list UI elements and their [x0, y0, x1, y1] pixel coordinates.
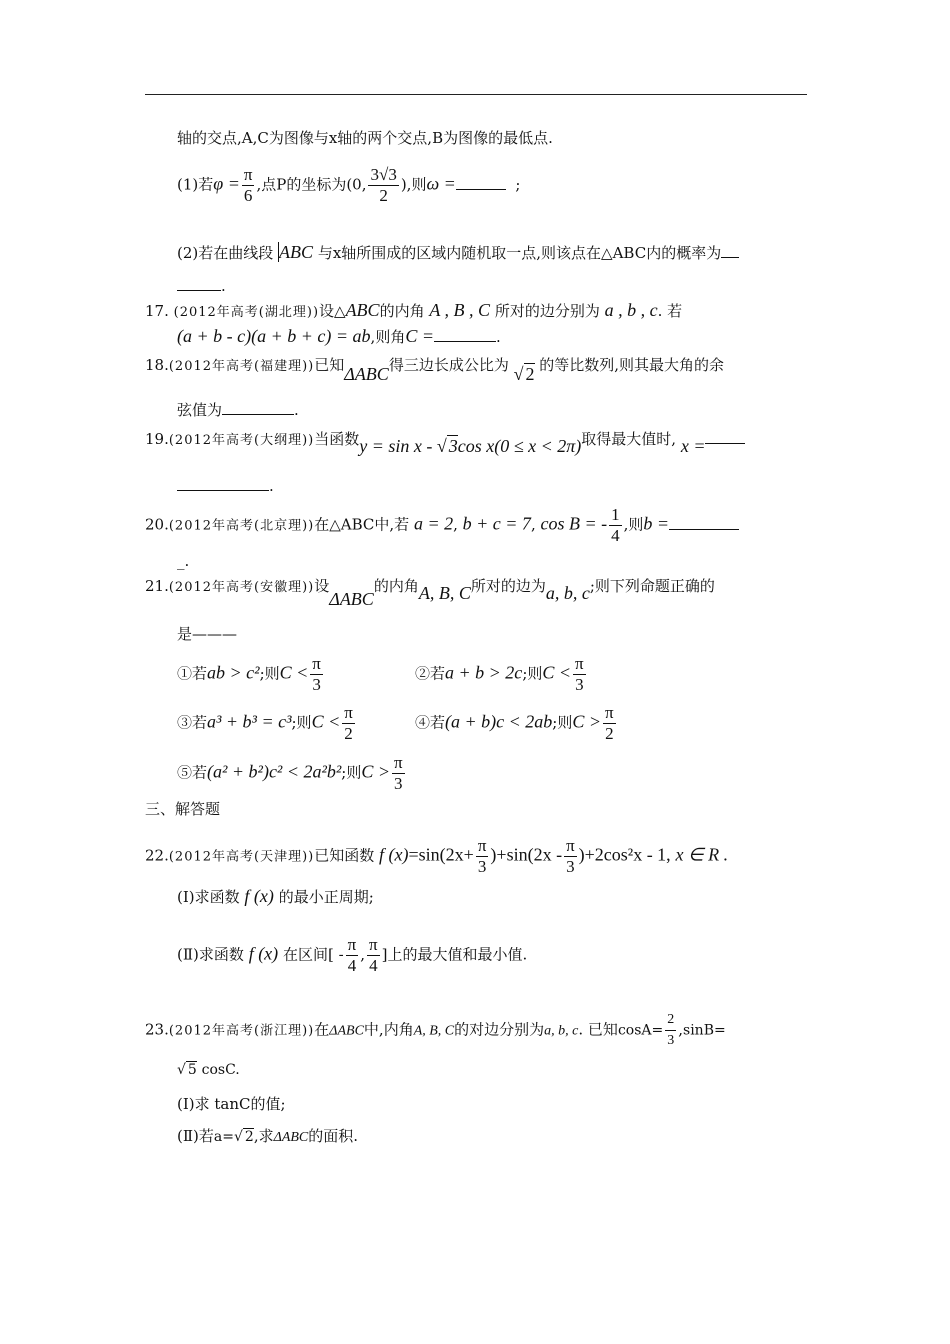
frac-num: π: [347, 935, 357, 954]
answer-blank: [705, 429, 745, 444]
q23-frac: [665, 1010, 676, 1051]
q18-text-c: 的等比数列,则其最大角的余: [539, 356, 725, 374]
q21-text-b: 的内角: [373, 577, 419, 595]
q18-tri: ΔABC: [344, 364, 389, 384]
q21-text-a: 设: [314, 577, 330, 595]
q16-phi-frac: [242, 165, 255, 206]
option-condition: (a + b)c < 2ab: [445, 711, 553, 732]
q23-part2: (Ⅱ)若a=√ 2,求ΔABC的面积.: [177, 1127, 359, 1145]
q19-fn-b: cos x(0 ≤ x < 2π): [457, 436, 582, 456]
q22-eq-a: =sin(2x+: [408, 844, 474, 865]
answer-blank: [456, 175, 506, 190]
q17-line2: [177, 326, 501, 347]
q20-bc-eq: b + c = 7: [462, 513, 531, 534]
q23-line1: [145, 1010, 726, 1051]
frac-num: 2: [665, 1010, 676, 1031]
option-frac: [573, 654, 586, 695]
q16-p1-end: ;: [515, 175, 521, 194]
q17-ceq: C =: [405, 326, 434, 346]
question-number: 18.: [145, 356, 169, 374]
question-source: (2012年高考(天津理)): [168, 849, 315, 865]
q22-frac-1: [476, 836, 489, 877]
q22-int-frac-1: [346, 935, 359, 976]
q16-coord-frac: [368, 165, 398, 206]
q17-text-e: ,则角: [370, 328, 406, 346]
q23-line2-root: 5: [187, 1062, 197, 1078]
frac-num: π: [312, 654, 321, 673]
q23-part2-root: 2: [244, 1129, 254, 1145]
q22-frac-2: [564, 836, 577, 877]
q23-cos-a: cosA=: [617, 1022, 664, 1039]
q22-text-a: 已知函数: [314, 846, 375, 865]
q19-fn-a: y = sin x -: [359, 436, 433, 456]
option-mark: ①若: [177, 664, 208, 683]
q23-text-e: ,: [678, 1020, 684, 1039]
q23-part2-eq: a=: [213, 1129, 234, 1145]
option-condition: ab > c²: [207, 662, 260, 683]
frac-den: 4: [369, 956, 378, 975]
q18-root: 2: [525, 364, 535, 384]
frac-num: π: [369, 935, 378, 954]
option-conclusion: C >: [361, 761, 390, 782]
option-mark: ⑤若: [177, 763, 208, 782]
q16-phi: φ =: [213, 173, 240, 194]
q21-option-1: [177, 654, 325, 695]
option-mark: ④若: [415, 713, 446, 732]
frac-den: 3: [312, 675, 321, 694]
q23-part1: (Ⅰ)求 tanC的值;: [177, 1095, 286, 1113]
q22-part1: [177, 886, 374, 907]
q17-line1: [145, 300, 682, 323]
frac-num: π: [243, 165, 253, 184]
q22-part2: [177, 935, 527, 976]
q23-text-a: 在: [314, 1020, 330, 1039]
q23-line2: √ 5 cosC.: [177, 1062, 240, 1078]
q17-sides: a , b , c: [604, 300, 658, 320]
option-frac: [342, 703, 355, 744]
frac-den: 6: [243, 186, 253, 205]
q16-part2: [177, 242, 739, 263]
q21-text-c: 所对的边为: [470, 577, 546, 595]
q21-sides: a, b, c: [545, 583, 590, 603]
q23-part2-c: 的面积.: [308, 1127, 359, 1145]
q18-text-b: 得三边长成公比为: [388, 356, 509, 374]
q22-part2-fx: f (x): [248, 943, 279, 964]
top-text: 轴的交点,A,C为图像与x轴的两个交点,B为图像的最低点.: [177, 129, 553, 147]
option-mid: ;则: [259, 664, 280, 683]
q21-option-4: [415, 703, 618, 744]
option-conclusion: C <: [542, 662, 572, 683]
frac-den: 4: [347, 956, 357, 975]
q19-line1: [145, 428, 745, 456]
question-source: (2012年高考(福建理)): [168, 359, 315, 374]
question-number: 17.: [145, 302, 169, 320]
q19-xeq: x =: [680, 436, 706, 456]
q23-tri: ΔABC: [329, 1023, 364, 1039]
answer-blank: [222, 400, 294, 415]
answer-blank: [177, 276, 221, 291]
q16-p1-b: ,点P的坐标为(0,: [256, 175, 367, 194]
option-conclusion: C >: [572, 711, 602, 732]
q18-line2-text: 弦值为: [177, 401, 223, 419]
frac-num: π: [575, 654, 584, 673]
option-mark: ③若: [177, 713, 208, 732]
q19-end: .: [269, 477, 274, 495]
question-source: (2012年高考(北京理)): [168, 518, 315, 534]
q20-text-a: 在△ABC中,若: [314, 515, 410, 534]
q23-sin-b: sinB=: [683, 1022, 726, 1039]
question-number: 20.: [145, 515, 169, 534]
q19-line2: [177, 476, 274, 496]
frac-den: 4: [611, 526, 620, 545]
q22-part2-c: ]上的最大值和最小值.: [381, 945, 528, 964]
q23-sides: a, b, c: [544, 1023, 579, 1039]
option-frac: [392, 753, 405, 794]
q16-omega: ω =: [426, 173, 456, 194]
q20-line1: 20.(2012年高考(北京理))在△ABC中,若 a = 2, b + c = 7, cos B = - $\frac{1}{4}$ ,则b =: [145, 505, 739, 546]
question-source: (2012年高考(湖北理)): [173, 305, 320, 320]
option-mid: ;则: [552, 713, 573, 732]
q20-b-eq: b =: [643, 513, 670, 534]
question-source: (2012年高考(浙江理)): [168, 1023, 315, 1039]
option-condition: a³ + b³ = c³: [207, 711, 292, 732]
answer-blank: [721, 243, 739, 258]
q19-fn: y = sin x - √ 3cos x(0 ≤ x < 2π): [359, 436, 582, 456]
frac-den: 3: [566, 857, 575, 876]
frac-num: π: [605, 703, 614, 722]
q22-domain: x ∈ R .: [675, 844, 729, 865]
section-title: 三、解答题: [145, 800, 221, 818]
q23-part2-tri: ΔABC: [273, 1130, 309, 1145]
q17-abc: ABC: [345, 300, 380, 320]
q22-fx: f (x): [379, 844, 409, 865]
q21-tri: ΔABC: [329, 589, 374, 609]
q16-p2-a: (2)若在曲线段: [177, 244, 274, 262]
q19-text-a: 当函数: [314, 430, 360, 448]
question-source: (2012年高考(安徽理)): [168, 580, 315, 595]
q22-int-comma: ,: [360, 945, 366, 964]
frac-num: 3√3: [370, 165, 397, 184]
q18-end: .: [294, 401, 299, 419]
q22-int-frac-2: [367, 935, 380, 976]
q17-text-d: . 若: [657, 302, 683, 320]
q17-text-c: 所对的边分别为: [494, 302, 600, 320]
option-conclusion: C <: [311, 711, 341, 732]
q23-text-c: 的对边分别为: [454, 1020, 545, 1039]
q21-line2: 是———: [177, 625, 238, 643]
q22-eq-b: )+sin(2x -: [490, 844, 563, 865]
q23-line2-rest: cosC.: [201, 1062, 240, 1078]
option-condition: (a² + b²)c² < 2a²b²: [207, 761, 342, 782]
q20-cos-b: cos B = -: [540, 513, 608, 534]
option-mark: ②若: [415, 664, 446, 683]
q20-frac: [609, 505, 622, 546]
q22-part1-a: (Ⅰ)求函数: [177, 888, 240, 906]
question-number: 21.: [145, 577, 169, 595]
q23-part2-a: (Ⅱ)若: [177, 1127, 214, 1145]
q23-text-d: . 已知: [578, 1020, 618, 1039]
frac-den: 3: [667, 1033, 675, 1048]
q22-part2-b: 在区间[ -: [282, 945, 344, 964]
q18-text-a: 已知: [314, 356, 345, 374]
question-number: 23.: [145, 1020, 169, 1039]
q16-p2-end: .: [221, 277, 226, 295]
frac-den: 2: [344, 724, 353, 743]
frac-num: π: [344, 703, 353, 722]
q21-option-3: [177, 703, 357, 744]
q22-part1-b: 的最小正周期;: [278, 888, 374, 906]
header-rule: [145, 94, 807, 95]
q23-part2-b: ,求: [253, 1127, 274, 1145]
frac-num: π: [394, 753, 403, 772]
q17-formula: (a + b - c)(a + b + c) = ab: [177, 326, 371, 346]
q22-part2-a: (Ⅱ)求函数: [177, 945, 244, 964]
option-frac: [603, 703, 616, 744]
q21-text-d: ;则下列命题正确的: [589, 577, 715, 595]
q21-line1: [145, 575, 715, 609]
q16-part2-cont: [177, 276, 226, 296]
q17-text-b: 的内角: [379, 302, 425, 320]
option-frac: [310, 654, 323, 695]
q16-p1-c: ),则: [400, 175, 427, 194]
q23-text-b: 中,内角: [363, 1020, 414, 1039]
q18-line2: [177, 400, 299, 420]
option-condition: a + b > 2c: [445, 662, 523, 683]
answer-blank: [669, 515, 739, 530]
frac-den: 2: [379, 186, 388, 205]
q17-text-a: 设△: [319, 302, 346, 320]
q22-part1-fx: f (x): [244, 886, 274, 906]
q21-option-5: [177, 753, 407, 794]
q17-angles: A , B , C: [429, 300, 491, 320]
option-mid: ;则: [291, 713, 312, 732]
q20-a-eq: a = 2: [413, 513, 454, 534]
frac-den: 2: [605, 724, 614, 743]
frac-den: 3: [575, 675, 584, 694]
q20-text-b: ,则: [623, 515, 644, 534]
question-source: (2012年高考(大纲理)): [168, 433, 315, 448]
q16-p1-a: (1)若: [177, 175, 214, 194]
answer-blank: [434, 327, 496, 342]
frac-num: 1: [611, 505, 620, 524]
q16-p2-b: 与x轴所围成的区域内随机取一点,则该点在△ABC内的概率为: [317, 244, 722, 262]
option-mid: ;则: [341, 763, 362, 782]
q16-part1: [177, 165, 520, 206]
q18-line1: 18.(2012年高考(福建理))已知ΔABC得三边长成公比为 √ 2 的等比数列,则其最大角的余: [145, 356, 725, 384]
option-conclusion: C <: [279, 662, 309, 683]
frac-den: 3: [477, 857, 487, 876]
q22-eq-c: )+2cos²x - 1,: [578, 844, 671, 865]
q23-angles: A, B, C: [413, 1023, 455, 1039]
q21-option-2: [415, 654, 588, 695]
frac-den: 3: [394, 774, 403, 793]
question-number: 22.: [145, 846, 169, 865]
frac-num: π: [477, 836, 487, 855]
q16-arc: ABC: [279, 242, 314, 262]
question-number: 19.: [145, 430, 169, 448]
q19-text-b: 取得最大值时,: [581, 430, 677, 448]
q21-angles: A, B, C: [418, 583, 471, 603]
option-mid: ;则: [522, 664, 543, 683]
q19-fn-root: 3: [448, 436, 458, 456]
answer-blank: [177, 476, 269, 491]
q20-line2: _.: [177, 552, 190, 570]
q17-end: .: [495, 328, 501, 346]
q22-line1: [145, 836, 728, 877]
frac-num: π: [566, 836, 575, 855]
